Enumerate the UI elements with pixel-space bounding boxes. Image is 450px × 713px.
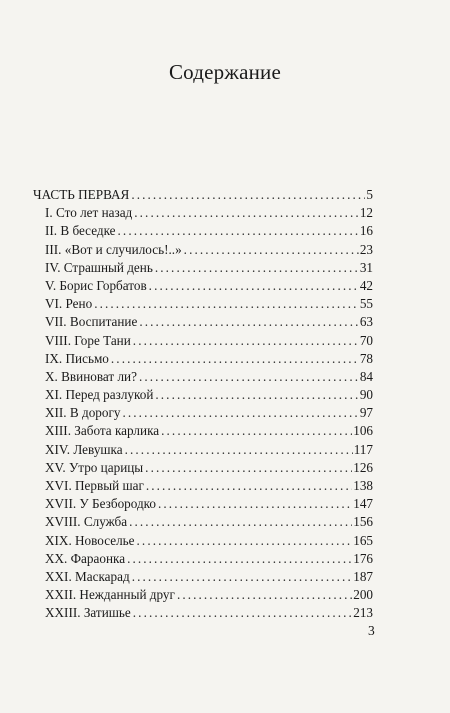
toc-chapter-label: XXII. Нежданный друг: [45, 587, 175, 603]
toc-chapter-label: XV. Утро царицы: [45, 459, 144, 475]
toc-chapter-page: 55: [359, 296, 373, 312]
toc-chapter-page: 78: [359, 350, 373, 366]
toc-chapter-page: 12: [359, 205, 373, 221]
toc-leader-dots: [94, 295, 359, 313]
toc-chapter-row: [33, 422, 373, 440]
toc-chapter-label: XXI. Маскарад: [45, 568, 130, 584]
toc-chapter-row: [33, 386, 373, 404]
toc-leader-dots: [125, 441, 353, 459]
toc-chapter-page: 200: [353, 587, 373, 603]
toc-chapter-row: [33, 477, 373, 495]
page-title: Содержание: [168, 60, 282, 84]
toc-part-label: ЧАСТЬ ПЕРВАЯ: [33, 187, 130, 202]
toc-chapter-label: II. В беседке: [45, 223, 116, 239]
toc-leader-dots: [132, 568, 353, 586]
toc-chapter-label: XI. Перед разлукой: [45, 387, 154, 403]
toc-chapter-label: XVII. У Безбородко: [45, 496, 157, 512]
toc-chapter-label: X. Ввиноват ли?: [45, 368, 137, 384]
toc-chapter-label: IX. Письмо: [45, 350, 109, 366]
toc-chapter-label: VIII. Горе Тани: [45, 332, 131, 348]
toc-chapter-page: 84: [359, 368, 373, 384]
toc-leader-dots: [155, 259, 359, 277]
toc-chapter-page: 106: [353, 423, 373, 439]
toc-chapter-label: VI. Рено: [45, 296, 93, 312]
toc-chapter-row: [33, 586, 373, 604]
toc-leader-dots: [146, 477, 352, 495]
toc-chapter-page: 31: [359, 259, 373, 275]
toc-chapter-page: 70: [359, 332, 373, 348]
toc-chapter-page: 16: [359, 223, 373, 239]
toc-leader-dots: [161, 422, 352, 440]
toc-chapter-page: 63: [359, 314, 373, 330]
toc-chapter-label: V. Борис Горбатов: [45, 277, 147, 293]
toc-chapter-page: 117: [353, 441, 373, 457]
toc-chapter-label: XXIII. Затишье: [45, 605, 131, 621]
toc-leader-dots: [118, 222, 359, 240]
toc-chapter-label: VII. Воспитание: [45, 314, 138, 330]
toc-chapter-page: 147: [353, 496, 373, 512]
toc-chapter-page: 126: [353, 459, 373, 475]
toc-chapter-page: 213: [353, 605, 373, 621]
toc-chapter-page: 165: [353, 532, 373, 548]
toc-leader-dots: [133, 332, 359, 350]
toc-chapter-page: 187: [353, 568, 373, 584]
toc-chapter-label: XVI. Первый шаг: [45, 478, 144, 493]
toc-leader-dots: [139, 368, 359, 386]
toc-leader-dots: [145, 459, 352, 477]
toc-leader-dots: [131, 186, 365, 204]
toc-chapter-row: [33, 368, 373, 386]
toc-chapter-row: [33, 604, 373, 622]
toc-chapter-label: III. «Вот и случилось!..»: [45, 241, 182, 257]
toc-chapter-row: [33, 332, 373, 350]
toc-chapter-row: [33, 241, 373, 259]
toc-chapter-list: [33, 204, 373, 622]
toc-chapter-row: [33, 459, 373, 477]
toc-chapter-page: 97: [359, 405, 373, 421]
toc-chapter-row: [33, 313, 373, 331]
toc-chapter-label: XX. Фараонка: [45, 550, 126, 566]
toc-leader-dots: [158, 495, 352, 513]
toc-chapter-label: XIV. Левушка: [45, 441, 123, 457]
toc-chapter-page: 156: [353, 514, 373, 530]
toc-leader-dots: [184, 241, 359, 259]
toc-leader-dots: [129, 513, 352, 531]
toc-leader-dots: [139, 313, 358, 331]
toc-chapter-row: [33, 222, 373, 240]
toc-chapter-label: XIII. Забота карлика: [45, 423, 160, 439]
toc-chapter-row: [33, 404, 373, 422]
toc-chapter-page: 42: [359, 277, 373, 293]
page-number: 3: [368, 623, 375, 638]
toc-chapter-row: [33, 441, 373, 459]
toc-chapter-row: [33, 350, 373, 368]
toc-chapter-row: [33, 204, 373, 222]
table-of-contents: [33, 186, 373, 623]
toc-leader-dots: [177, 586, 352, 604]
toc-chapter-row: [33, 295, 373, 313]
toc-leader-dots: [155, 386, 358, 404]
toc-chapter-label: IV. Страшный день: [45, 259, 153, 275]
toc-leader-dots: [111, 350, 359, 368]
toc-chapter-row: [33, 513, 373, 531]
toc-leader-dots: [134, 204, 359, 222]
toc-chapter-row: [33, 568, 373, 586]
toc-chapter-page: 138: [353, 478, 373, 493]
toc-chapter-page: 90: [359, 387, 373, 403]
toc-part-page: 5: [366, 187, 373, 202]
toc-chapter-row: [33, 277, 373, 295]
toc-leader-dots: [137, 532, 353, 550]
toc-leader-dots: [127, 550, 352, 568]
toc-chapter-label: XII. В дорогу: [45, 405, 121, 421]
toc-part-row: [33, 186, 373, 204]
toc-leader-dots: [133, 604, 352, 622]
toc-leader-dots: [123, 404, 359, 422]
toc-chapter-row: [33, 259, 373, 277]
toc-chapter-row: [33, 532, 373, 550]
toc-chapter-label: XIX. Новоселье: [45, 532, 135, 548]
toc-leader-dots: [149, 277, 359, 295]
toc-chapter-row: [33, 495, 373, 513]
toc-chapter-page: 23: [359, 241, 373, 257]
toc-chapter-page: 176: [353, 550, 373, 566]
toc-chapter-label: I. Сто лет назад: [45, 205, 133, 221]
toc-chapter-row: [33, 550, 373, 568]
toc-chapter-label: XVIII. Служба: [45, 514, 128, 530]
